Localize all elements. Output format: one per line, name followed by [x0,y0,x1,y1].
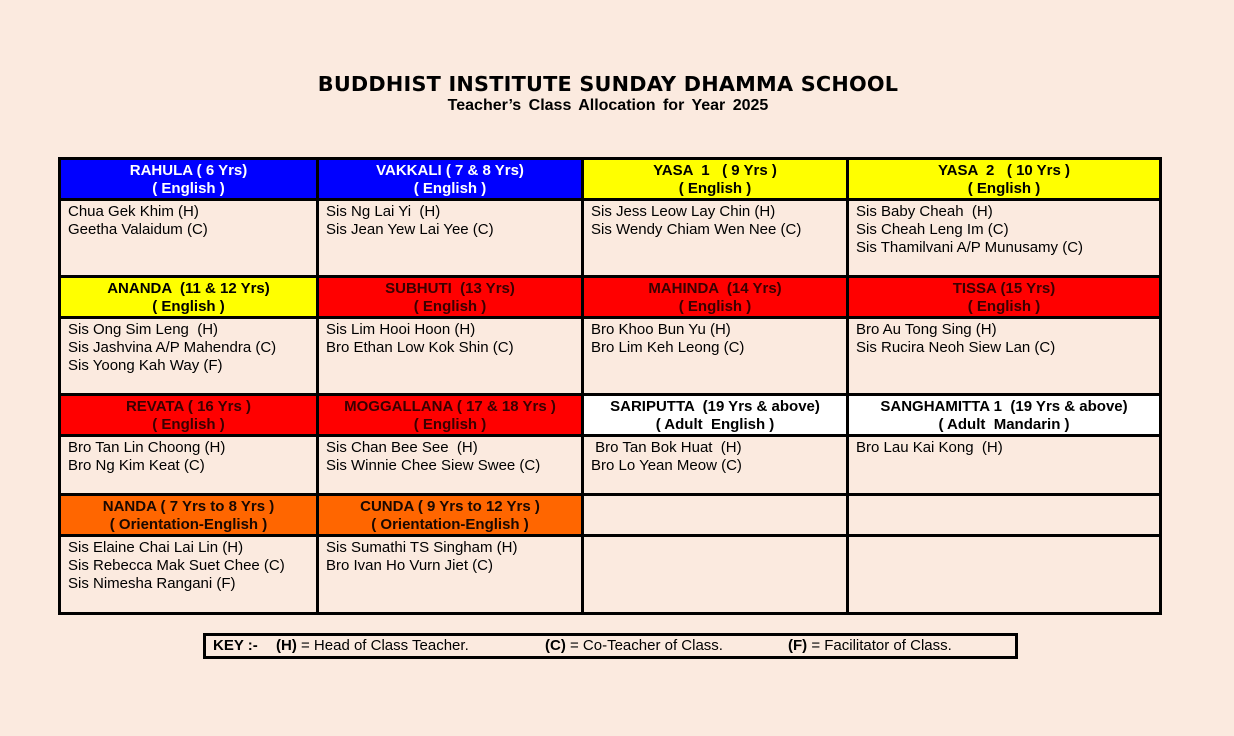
teacher-cell [583,436,848,495]
teacher-cell [583,318,848,395]
teacher-name: Bro Lo Yean Meow (C) [591,457,742,474]
class-name: REVATA ( 16 Yrs ) [125,398,252,415]
teacher-name: Chua Gek Khim (H) [68,203,199,220]
teacher-name: Sis Yoong Kah Way (F) [68,357,223,374]
class-medium: ( Adult Mandarin ) [938,416,1070,433]
class-name: ANANDA (11 & 12 Yrs) [107,280,270,297]
teacher-name: Bro Ethan Low Kok Shin (C) [326,339,514,356]
teacher-name: Bro Lim Keh Leong (C) [591,339,745,356]
teacher-cell [60,536,318,614]
class-name: SARIPUTTA (19 Yrs & above) [610,398,820,415]
class-medium: ( English ) [152,298,225,315]
document-subtitle: Teacher’s Class Allocation for Year 2025 [447,97,769,114]
teacher-name: Sis Wendy Chiam Wen Nee (C) [591,221,802,238]
teacher-cell [60,436,318,495]
key-item-facilitator: (F) = Facilitator of Class. [788,637,952,654]
class-header-row [60,495,1161,536]
key-label: KEY :- [213,637,258,654]
teacher-name: Sis Sumathi TS Singham (H) [326,539,518,556]
class-medium: ( Orientation-English ) [109,516,268,533]
class-header-cell [583,395,848,436]
class-header-cell [318,395,583,436]
teacher-name: Sis Ng Lai Yi (H) [326,203,441,220]
class-medium: ( English ) [413,298,487,315]
class-medium: ( English ) [413,416,487,433]
teacher-row [60,318,1161,395]
teacher-cell [60,318,318,395]
class-medium: ( Adult English ) [655,416,775,433]
class-name: SANGHAMITTA 1 (19 Yrs & above) [880,398,1128,415]
class-header-cell [318,277,583,318]
teacher-name: Sis Jean Yew Lai Yee (C) [326,221,494,238]
class-name: NANDA ( 7 Yrs to 8 Yrs ) [102,498,275,515]
key-legend [203,633,1018,659]
teacher-cell [848,436,1161,495]
teacher-name: Sis Elaine Chai Lai Lin (H) [68,539,244,556]
teacher-cell [60,200,318,277]
teacher-name: Sis Jashvina A/P Mahendra (C) [68,339,277,356]
class-allocation-table [58,157,1162,615]
teacher-cell [318,200,583,277]
class-header-row [60,395,1161,436]
class-name: MOGGALLANA ( 17 & 18 Yrs ) [344,398,556,415]
document-title: BUDDHIST INSTITUTE SUNDAY DHAMMA SCHOOL [317,72,899,96]
teacher-name: Sis Rebecca Mak Suet Chee (C) [68,557,285,574]
teacher-name: Bro Ng Kim Keat (C) [68,457,205,474]
class-header-cell [60,277,318,318]
teacher-cell [318,536,583,614]
class-medium: ( English ) [967,298,1041,315]
teacher-name: Sis Chan Bee See (H) [326,439,478,456]
class-medium: ( English ) [152,416,225,433]
class-name: TISSA (15 Yrs) [952,280,1056,297]
class-medium: ( English ) [678,298,752,315]
class-header-cell [583,495,848,536]
class-header-row [60,159,1161,200]
class-header-cell [60,495,318,536]
class-header-cell [848,395,1161,436]
teacher-name: Sis Winnie Chee Siew Swee (C) [326,457,541,474]
teacher-name: Bro Khoo Bun Yu (H) [591,321,731,338]
class-name: YASA 1 ( 9 Yrs ) [653,162,777,179]
key-item-head: (H) = Head of Class Teacher. [276,637,469,654]
teacher-cell [848,318,1161,395]
class-header-cell [318,159,583,200]
teacher-cell [848,200,1161,277]
teacher-name: Sis Baby Cheah (H) [856,203,993,220]
class-name: CUNDA ( 9 Yrs to 12 Yrs ) [360,498,540,515]
class-header-cell [318,495,583,536]
class-header-cell [60,395,318,436]
class-header-cell [60,159,318,200]
class-name: SUBHUTI (13 Yrs) [385,280,515,297]
teacher-name: Bro Ivan Ho Vurn Jiet (C) [326,557,493,574]
teacher-name: Sis Lim Hooi Hoon (H) [326,321,476,338]
teacher-cell [318,318,583,395]
class-name: YASA 2 ( 10 Yrs ) [937,162,1070,179]
class-medium: ( English ) [678,180,752,197]
teacher-cell [848,536,1161,614]
teacher-name: Bro Au Tong Sing (H) [856,321,997,338]
teacher-name: Sis Thamilvani A/P Munusamy (C) [856,239,1084,256]
key-item-co-teacher: (C) = Co-Teacher of Class. [545,637,723,654]
teacher-row [60,200,1161,277]
teacher-name: Bro Tan Lin Choong (H) [68,439,226,456]
teacher-cell [583,536,848,614]
class-medium: ( English ) [152,180,225,197]
teacher-name: Sis Nimesha Rangani (F) [68,575,236,592]
teacher-name: Sis Jess Leow Lay Chin (H) [591,203,776,220]
class-header-cell [583,159,848,200]
class-medium: ( English ) [967,180,1041,197]
teacher-cell [318,436,583,495]
class-header-cell [583,277,848,318]
class-header-cell [848,159,1161,200]
class-header-cell [848,277,1161,318]
class-header-cell [848,495,1161,536]
class-name: MAHINDA (14 Yrs) [648,280,782,297]
teacher-row [60,536,1161,614]
teacher-cell [583,200,848,277]
class-name: VAKKALI ( 7 & 8 Yrs) [376,162,524,179]
teacher-name: Geetha Valaidum (C) [68,221,208,238]
teacher-name: Bro Lau Kai Kong (H) [856,439,1003,456]
class-medium: ( English ) [413,180,487,197]
class-header-row [60,277,1161,318]
teacher-row [60,436,1161,495]
teacher-name: Sis Ong Sim Leng (H) [68,321,219,338]
teacher-name: Bro Tan Bok Huat (H) [591,439,742,456]
teacher-name: Sis Cheah Leng Im (C) [856,221,1009,238]
class-name: RAHULA ( 6 Yrs) [129,162,248,179]
teacher-name: Sis Rucira Neoh Siew Lan (C) [856,339,1056,356]
class-medium: ( Orientation-English ) [371,516,529,533]
